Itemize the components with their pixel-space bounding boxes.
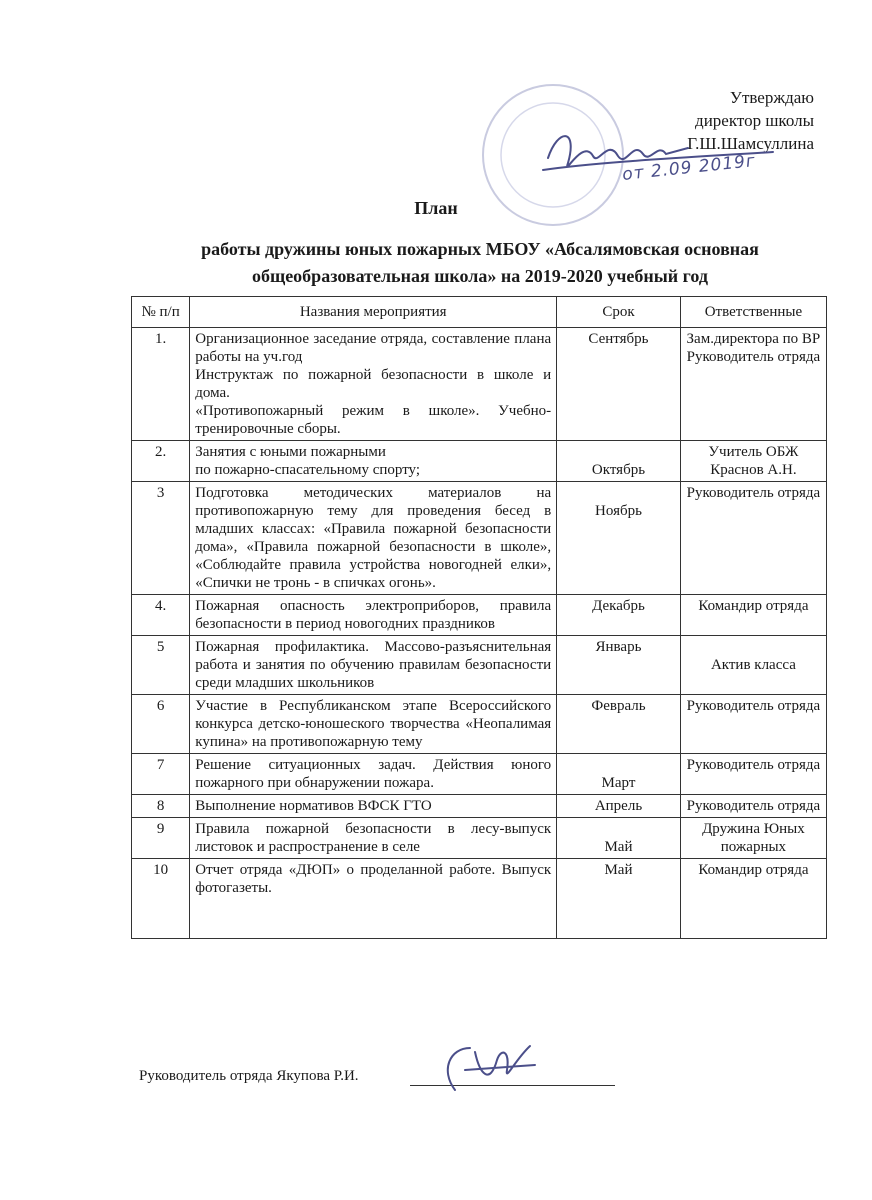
row-num: 10 — [132, 859, 190, 939]
row-name: Занятия с юными пожарными по пожарно-спасательному спорту; — [190, 441, 557, 482]
row-num: 2. — [132, 441, 190, 482]
row-num: 4. — [132, 595, 190, 636]
table-row — [132, 636, 827, 695]
table-row — [132, 595, 827, 636]
row-resp: Руководитель отряда — [680, 695, 826, 754]
row-name: Пожарная опасность электроприборов, правила безопасности в период новогодних праздников — [190, 595, 557, 636]
row-term: Октябрь — [557, 441, 681, 482]
row-term: Апрель — [557, 795, 681, 818]
row-num: 8 — [132, 795, 190, 818]
approval-line-1: Утверждаю — [729, 88, 814, 107]
row-num: 5 — [132, 636, 190, 695]
row-term: Декабрь — [557, 595, 681, 636]
approval-date-handwritten: от 2.09 2019г — [621, 151, 757, 185]
row-name: Выполнение нормативов ВФСК ГТО — [190, 795, 557, 818]
table-row — [132, 695, 827, 754]
document-title: План — [414, 198, 458, 218]
row-num: 7 — [132, 754, 190, 795]
table-header-row — [132, 297, 827, 328]
row-resp: Руководитель отряда — [680, 795, 826, 818]
row-num: 9 — [132, 818, 190, 859]
row-resp: Зам.директора по ВР Руководитель отряда — [680, 328, 826, 441]
row-name: Пожарная профилактика. Массово-разъяснительная работа и занятия по обучению правилам безопасности среди младших школьников — [190, 636, 557, 695]
table-row — [132, 441, 827, 482]
table-row — [132, 482, 827, 595]
row-term: Май — [557, 818, 681, 859]
header-name: Названия мероприятия — [190, 297, 557, 328]
row-name: Отчет отряда «ДЮП» о проделанной работе. Выпуск фотогазеты. — [190, 859, 557, 939]
header-num: № п/п — [132, 297, 190, 328]
row-resp: Руководитель отряда — [680, 482, 826, 595]
document-subtitle: работы дружины юных пожарных МБОУ «Абсалямовская основная общеобразовательная школа» на 2019-2020 учебный год — [201, 239, 759, 286]
row-num: 3 — [132, 482, 190, 595]
approval-line-3: Г.Ш.Шамсуллина — [687, 134, 814, 153]
table-row — [132, 859, 827, 939]
row-name: Организационное заседание отряда, составление плана работы на уч.год Инструктаж по пожарной безопасности в школе и дома. «Противопожарный режим в школе». Учебно-тренировочные сборы. — [190, 328, 557, 441]
row-resp: Командир отряда — [680, 859, 826, 939]
row-term: Сентябрь — [557, 328, 681, 441]
row-term: Май — [557, 859, 681, 939]
table-row — [132, 328, 827, 441]
row-term: Ноябрь — [557, 482, 681, 595]
leader-signature — [435, 1040, 545, 1095]
row-resp: Актив класса — [680, 636, 826, 695]
table-row — [132, 818, 827, 859]
row-num: 1. — [132, 328, 190, 441]
row-name: Решение ситуационных задач. Действия юного пожарного при обнаружении пожара. — [190, 754, 557, 795]
row-resp: Учитель ОБЖ Краснов А.Н. — [680, 441, 826, 482]
row-resp: Командир отряда — [680, 595, 826, 636]
header-term: Срок — [557, 297, 681, 328]
plan-table — [131, 296, 827, 939]
row-term: Февраль — [557, 695, 681, 754]
approval-line-2: директор школы — [695, 111, 814, 130]
row-resp: Дружина Юных пожарных — [680, 818, 826, 859]
footer-signer: Руководитель отряда Якупова Р.И. — [139, 1068, 359, 1084]
row-resp: Руководитель отряда — [680, 754, 826, 795]
row-term: Март — [557, 754, 681, 795]
row-term: Январь — [557, 636, 681, 695]
header-resp: Ответственные — [680, 297, 826, 328]
row-name: Участие в Республиканском этапе Всероссийского конкурса детско-юношеского творчества «Неопалимая купина» на противопожарную тему — [190, 695, 557, 754]
table-row — [132, 754, 827, 795]
table-row — [132, 795, 827, 818]
row-name: Правила пожарной безопасности в лесу-выпуск листовок и распространение в селе — [190, 818, 557, 859]
row-name: Подготовка методических материалов на противопожарную тему для проведения бесед в младших классах: «Правила пожарной безопасности дома», «Правила пожарной безопасности в школе», «Соблюдайте правила устройства новогодней елки», «Спички не тронь - в спичках огонь». — [190, 482, 557, 595]
row-num: 6 — [132, 695, 190, 754]
